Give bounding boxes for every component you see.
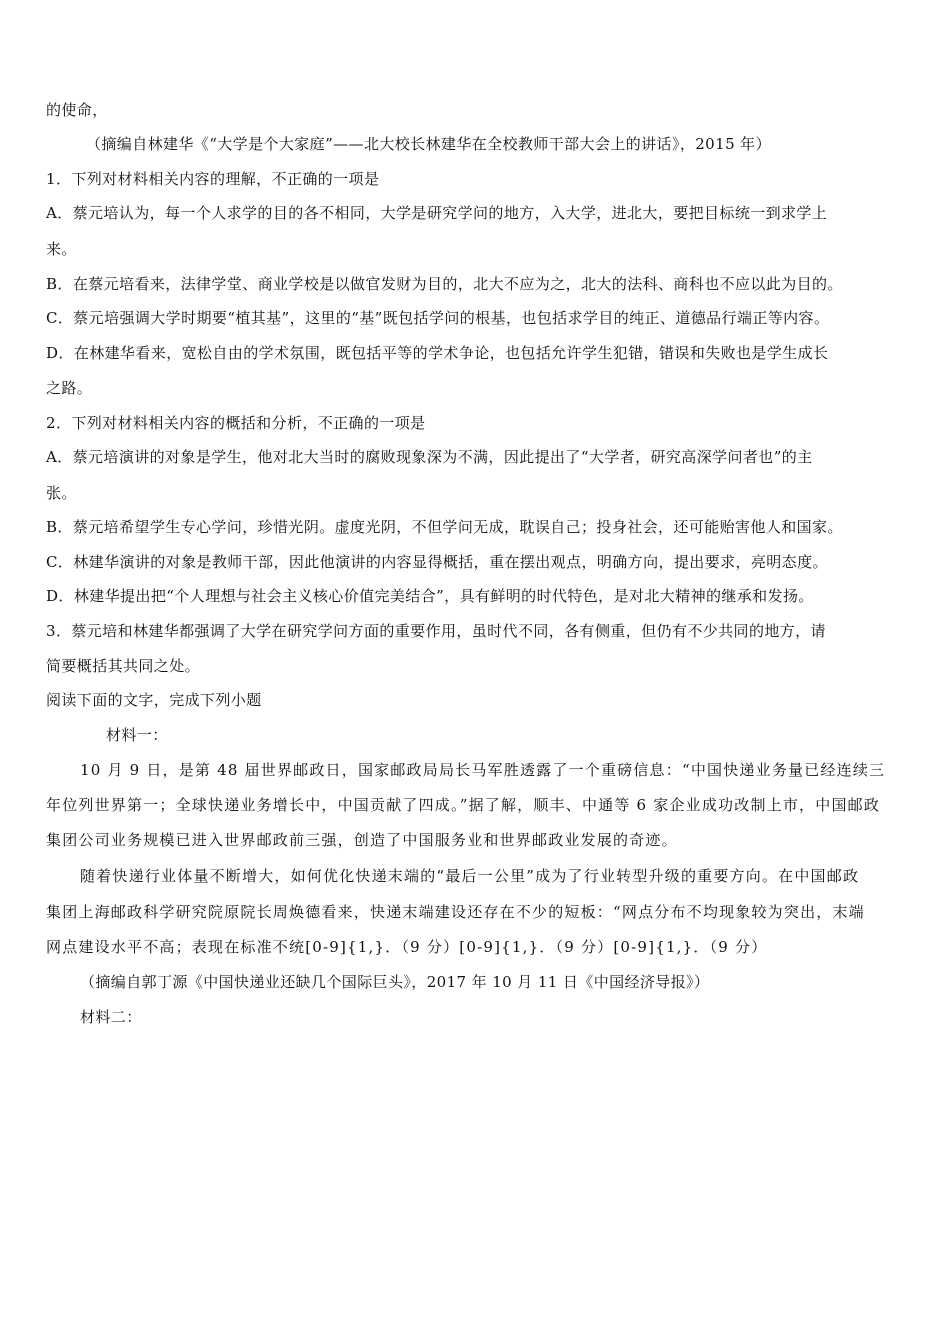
material-1-para-2-cont: 集团上海邮政科学研究院原院长周焕德看来，快递末端建设还存在不少的短板：“网点分布不均现象较为突出，末端: [46, 903, 865, 921]
source-citation: （摘编自郭丁源《中国快递业还缺几个国际巨头》，2017 年 10 月 11 日《中国经济导报》）: [80, 973, 710, 991]
material-2-heading: 材料二：: [80, 1008, 142, 1026]
question-1-stem: 1．下列对材料相关内容的理解，不正确的一项是: [46, 170, 380, 188]
source-citation: （摘编自林建华《“大学是个大家庭”——北大校长林建华在全校教师干部大会上的讲话》，2015 年）: [86, 135, 771, 153]
material-1-heading: 材料一：: [106, 726, 168, 744]
q1-option-a: A．蔡元培认为，每一个人求学的目的各不相同，大学是研究学问的地方，入大学，进北大，要把目标统一到求学上: [46, 204, 828, 222]
q1-option-d: D．在林建华看来，宽松自由的学术氛围，既包括平等的学术争论，也包括允许学生犯错，错误和失败也是学生成长: [46, 344, 829, 362]
question-2-stem: 2．下列对材料相关内容的概括和分析，不正确的一项是: [46, 414, 426, 432]
question-3-stem: 3．蔡元培和林建华都强调了大学在研究学问方面的重要作用，虽时代不同，各有侧重，但仍有不少共同的地方，请: [46, 622, 826, 640]
reading-instruction: 阅读下面的文字，完成下列小题: [46, 691, 262, 709]
material-1-para-1: 10 月 9 日，是第 48 届世界邮政日，国家邮政局局长马军胜透露了一个重磅信息：“中国快递业务量已经连续三: [80, 761, 886, 779]
question-3-stem-cont: 简要概括其共同之处。: [46, 657, 201, 675]
q1-option-d-cont: 之路。: [46, 379, 93, 397]
q2-option-d: D．林建华提出把“个人理想与社会主义核心价值完美结合”，具有鲜明的时代特色，是对北大精神的继承和发扬。: [46, 587, 814, 605]
material-1-para-1-cont: 集团公司业务规模已进入世界邮政前三强，创造了中国服务业和世界邮政业发展的奇迹。: [46, 831, 678, 849]
q1-option-b: B．在蔡元培看来，法律学堂、商业学校是以做官发财为目的，北大不应为之，北大的法科、商科也不应以此为目的。: [46, 275, 843, 293]
material-1-para-2-cont: 网点建设水平不高；表现在标准不统[0-9]{1,}．（9 分）[0-9]{1,}．（9 分）[0-9]{1,}．（9 分）: [46, 938, 768, 956]
text-line: 的使命，: [46, 101, 108, 119]
q2-option-c: C．林建华演讲的对象是教师干部，因此他演讲的内容显得概括，重在摆出观点，明确方向，提出要求，亮明态度。: [46, 553, 828, 571]
material-1-para-1-cont: 年位列世界第一；全球快递业务增长中，中国贡献了四成。”据了解，顺丰、中通等 6 家企业成功改制上市，中国邮政: [46, 796, 881, 814]
q2-option-a: A．蔡元培演讲的对象是学生，他对北大当时的腐败现象深为不满，因此提出了“大学者，研究高深学问者也”的主: [46, 448, 813, 466]
q2-option-b: B．蔡元培希望学生专心学问，珍惜光阴。虚度光阴，不但学问无成，耽误自己；投身社会，还可能贻害他人和国家。: [46, 518, 843, 536]
q1-option-c: C．蔡元培强调大学时期要“植其基”，这里的“基”既包括学问的根基，也包括求学目的纯正、道德品行端正等内容。: [46, 309, 830, 327]
material-1-para-2: 随着快递行业体量不断增大，如何优化快递末端的“最后一公里”成为了行业转型升级的重要方向。在中国邮政: [80, 867, 860, 885]
q1-option-a-cont: 来。: [46, 240, 77, 258]
q2-option-a-cont: 张。: [46, 484, 77, 502]
